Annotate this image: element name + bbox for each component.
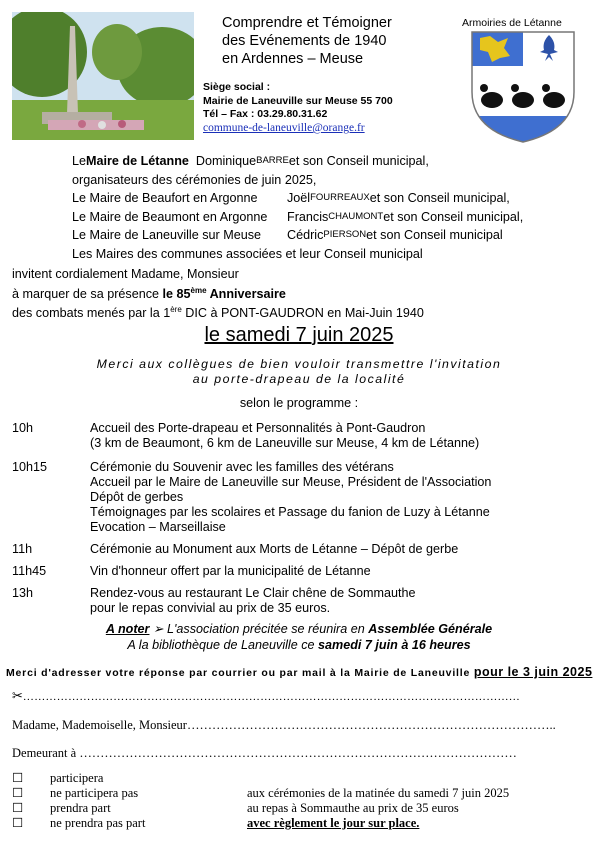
programme-item: 13h Rendez-vous au restaurant Le Clair chêne de Sommauthe pour le repas convivial au prix de 35 euros.	[12, 586, 416, 615]
option-label: prendra part	[50, 801, 111, 815]
ceremonies-note: aux cérémonies de la matinée du samedi 7 juin 2025	[247, 786, 510, 800]
email-link[interactable]: commune-de-laneuville@orange.fr	[203, 122, 365, 134]
option-label: ne prendra pas part	[50, 816, 146, 830]
checkbox-icon[interactable]: ☐	[12, 816, 24, 830]
checkbox-icon[interactable]: ☐	[12, 786, 24, 800]
programme-list	[12, 421, 491, 621]
combats-line: des combats menés par la 1ère DIC à PONT-GAUDRON en Mai-Juin 1940	[12, 305, 424, 321]
option-label: participera	[50, 771, 104, 785]
assemblee-note: A noter ➢ L'association précitée se réunira en Assemblée Générale A la bibliothèque de Laneuville ce samedi 7 juin à 16 heures	[105, 622, 493, 652]
option-row	[12, 816, 509, 831]
programme-time: 13h	[12, 586, 34, 600]
organisers-line: organisateurs des cérémonies de juin 2025,	[72, 172, 317, 187]
programme-time: 10h15	[12, 460, 48, 474]
payment-note: avec règlement le jour sur place.	[247, 816, 420, 830]
option-row	[12, 786, 509, 801]
programme-item: 11h45 Vin d'honneur offert par la municipalité de Létanne	[12, 564, 371, 578]
programme-heading: selon le programme :	[239, 396, 359, 410]
programme-item: 11h Cérémonie au Monument aux Morts de Létanne – Dépôt de gerbe	[12, 542, 459, 556]
reply-deadline: pour le 3 juin 2025	[473, 665, 593, 679]
programme-item: 10h15 Cérémonie du Souvenir avec les familles des vétérans Accueil par le Maire de Laneuville sur Meuse, Président de l'Association Dépôt de gerbes Témoignages par les scolaires et Passage du fanion de Luzy à Létanne Evocation – Marseillaise	[12, 460, 492, 534]
programme-time: 11h45	[12, 564, 47, 578]
option-row	[12, 801, 509, 816]
programme-time: 11h	[12, 542, 33, 556]
coat-of-arms	[470, 30, 576, 144]
programme-item: 10h Accueil des Porte-drapeau et Personnalités à Pont-Gaudron (3 km de Beaumont, 6 km de Laneuville sur Meuse, 4 km de Létanne)	[12, 421, 480, 450]
cut-line: ✂……………………………………………………………………………………………………………………	[12, 688, 521, 703]
reply-instruction: Merci d'adresser votre réponse par courrier ou par mail à la Mairie de Laneuville pour le 3 juin 2025	[6, 665, 593, 679]
porte-drapeau-request: Merci aux collègues de bien vouloir transmettre l'invitation au porte-drapeau de la localité	[96, 357, 502, 386]
option-label: ne participera pas	[50, 786, 139, 800]
reply-options	[12, 771, 509, 831]
associated-mayors-line: Les Maires des communes associées et leur Conseil municipal	[72, 246, 423, 261]
checkbox-icon[interactable]: ☐	[12, 801, 24, 815]
mayor-line-laneuville: Le Maire de Laneuville sur Meuse Cédric PIERSON et son Conseil municipal	[72, 228, 503, 242]
mayor-line-beaumont: Le Maire de Beaumont en Argonne Francis CHAUMONT et son Conseil municipal,	[72, 209, 524, 224]
association-title	[222, 14, 392, 68]
checkbox-icon[interactable]: ☐	[12, 771, 24, 785]
note-label: A noter	[105, 622, 150, 636]
title-line: en Ardennes – Meuse	[222, 51, 364, 67]
siege-label: Siège social :	[203, 81, 271, 93]
anniversary-line: à marquer de sa présence le 85ème Anniversaire	[12, 285, 286, 301]
arrow-icon: ➢	[152, 622, 164, 636]
name-field[interactable]: Madame, Mademoiselle, Monsieur……………………………………………………………………………..	[12, 718, 556, 732]
monument-photo	[12, 12, 194, 140]
meal-note: au repas à Sommauthe au prix de 35 euros	[247, 801, 459, 815]
mayors-list	[72, 152, 523, 263]
option-row	[12, 771, 509, 786]
address-field[interactable]: Demeurant à ……………………………………………………………………………………………	[12, 746, 517, 760]
siege-social-block	[203, 81, 393, 122]
mayor-line-letanne: Le Maire de Létanne Dominique BARRE et son Conseil municipal,	[72, 154, 429, 168]
title-line: Comprendre et Témoigner	[222, 15, 392, 31]
invitation-text: invitent cordialement Madame, Monsieur à marquer de sa présence le 85ème Anniversaire des combats menés par la 1ère DIC à PONT-GAUDRON en Mai-Juin 1940	[12, 267, 424, 321]
armoiries-label: Armoiries de Létanne	[462, 17, 562, 29]
scissors-icon: ✂	[12, 688, 23, 703]
event-date-title: le samedi 7 juin 2025	[204, 324, 394, 346]
mayor-line-beaufort: Le Maire de Beaufort en Argonne Joël FOURREAUX et son Conseil municipal,	[72, 191, 510, 205]
phone-fax: Tél – Fax : 03.29.80.31.62	[203, 108, 328, 120]
title-line: des Evénements de 1940	[222, 33, 387, 49]
programme-time: 10h	[12, 421, 34, 435]
siege-address: Mairie de Laneuville sur Meuse 55 700	[203, 94, 393, 107]
